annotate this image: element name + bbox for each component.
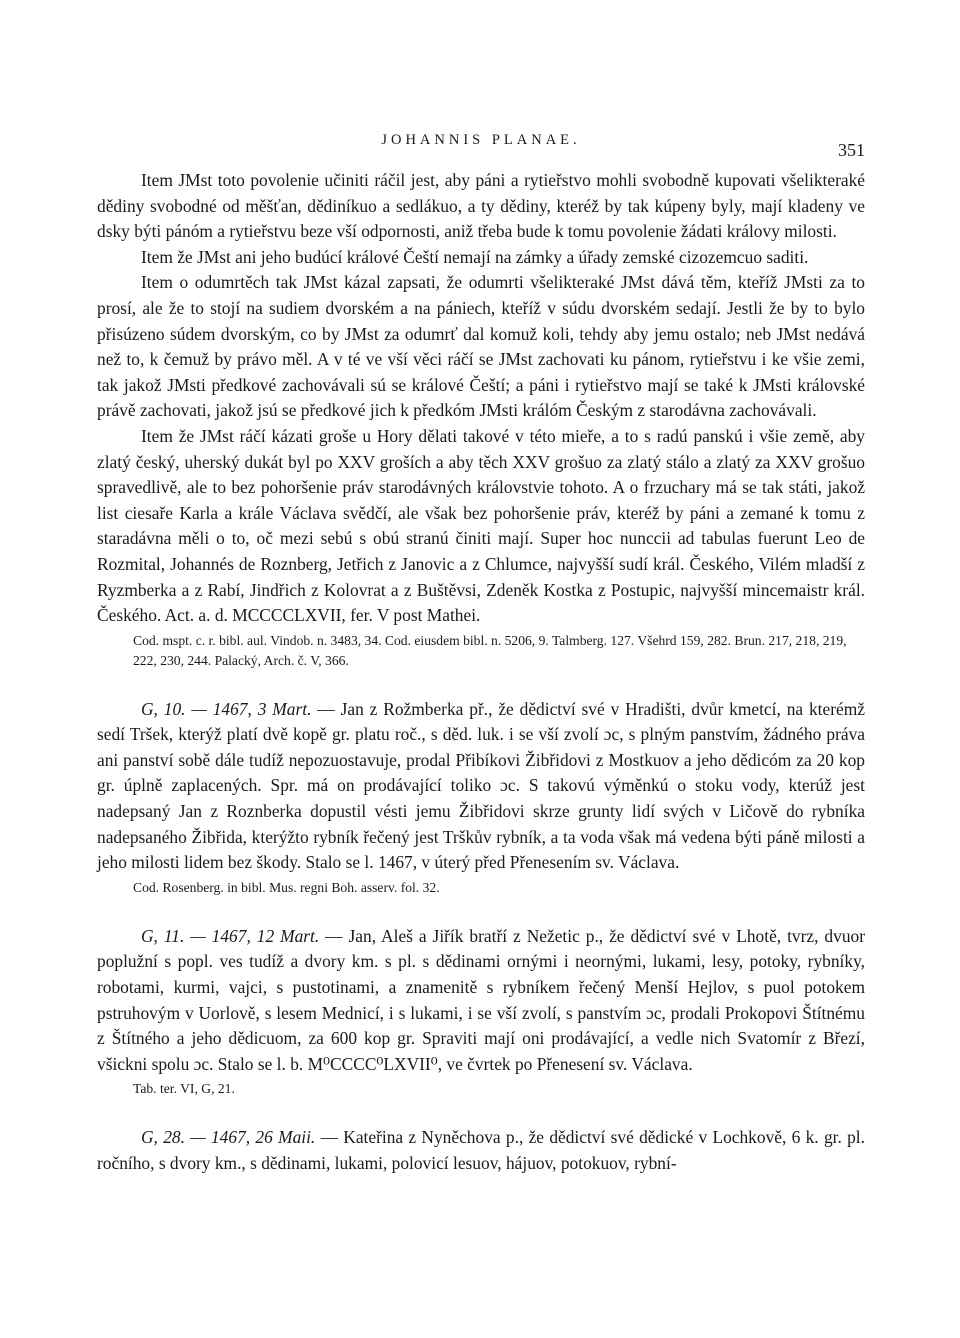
spacer [97,671,865,697]
spacer [97,1099,865,1125]
entry-text: — Jan z Rožmberka př., že dědictví své v Hradišti, dvůr kmetcí, na kterémž sedí Tršek, kterýž platí dvě kopě gr. platu roč., s děd. luk. i se vší zvolí ɔc, s plným panstvím, žádného práva ani panství sobě dále tudíž nepozuostavuje, prodal Přibíkovi Žibřidovi z Mostkuov a jeho dědicóm za 20 kop gr. úplně zaplacených. Spr. má on prodávající toliko ɔc. S takovú výměnkú o stoku vody, kterúž jest nadepsaný Jan z Roznberka dopustil vésti jemu Žibřidovi skrze grunty lidí svých v Ličově do rybníka nadepsaného Žibřida, kterýžto rybník řečený jest Trškův rybník, a ta voda však má vedena býti páně milosti a jeho milosti lidem bez škody. Stalo se l. 1467, v úterý před Přenesením sv. Václava. [97,698,865,873]
entry-text: — Jan, Aleš a Jiřík bratří z Nežetic p., že dědictví své v Lhotě, tvrz, dvuor poplužní s popl. ves tudíž a dvory km. s pl. s dědinami ornými i neornými, lukami, lesy, potoky, rybníky, robotami, kurmi, vajci, s pustotinami, a znamenitě s rybníkem řečený Menší Hejlov, s puol potokem pstruhovým v Uorlově, s lesem Mednicí, i s lukami, i se vší zvolí, s panstvím ɔc, prodali Prokopovi Štítnému z Štítného a jeho dědicuom, za 600 kop gr. Spraviti mají oni prodávající, a vedle nich Svatomír z Březí, všickni spolu ɔc. Stalo se l. b. M⁰CCCC⁰LXVII⁰, ve čvrtek po Přenesení sv. Václava. [97,925,865,1074]
entry-text: — Kateřina z Nyněchova p., že dědictví své dědické v Lochkově, 6 k. gr. pl. ročního, s dvory km., s dědinami, lukami, polovicí lesuov, hájuov, potokuov, rybní- [97,1127,865,1173]
paragraph-item-odumrtech: Item o odumrtěch tak JMst kázal zapsati, že odumrti všelikteraké JMst dává těm, kteříž JMsti za to prosí, ale že to stojí na sudiem dvorském a na pániech, kteříž v súdu dvorském sedají. Jestli že by to bylo přisúzeno súdem dvorským, co by JMst za odumrť dal komuž koli, tehdy aby jemu ostalo; neb JMst nedává než to, k čemuž by právo měl. A v té ve vší věci ráčí se JMst zachovati ku pánom, rytieřstvu i ke všie zemi, tak jakož JMsti předkové zachovávali sú se králové Čeští; a páni i rytieřstvo mají se také k JMsti královské právě zachovati, jakož jsú se předkové jich k předkóm JMsti králóm Českým z starodávna zachovávali. [97,272,865,421]
paragraph-item-grose: Item že JMst ráčí kázati groše u Hory dělati takové v této mieře, a to s radú panskú i všie země, aby zlatý český, uherský dukát byl po XXV groších a aby těch XXV grošuo za zlatý stálo a zlatý za XXV grošuo spravedlivě, ale to bez pohoršenie práv starodávných královstvie tohoto. A o frzuchary má se tak státi, jakož list ciesaře Karla a krále Václava svědčí, ale však bez pohoršenie práv, kteréž by páni a zemané k tomu z staradávna měli o to, oč mezi sebú s obú stranú činiti mají. Super hoc nunccii ad tabulas fuerunt Leo de Rozmital, Johannés de Roznberg, Jetřich z Janovic a z Chlumce, najvyšší sudí král. Českého, Vilém mladší z Ryzmberka a z Rabí, Jindřich z Kolovrat a z Buštěvsi, Zdeněk Kostka z Postupic, najvyšší mincemaistr král. Českého. Act. a. d. MCCCCLXVII, fer. V post Mathei. [97,425,865,626]
entry-g11 [97,924,865,1078]
entry-g10 [97,697,865,876]
running-head [97,128,865,168]
entry-g28 [97,1125,865,1176]
document-page [97,128,865,1177]
entry-reference: G, 11. — 1467, 12 Mart. [141,925,320,946]
paragraph-item-povolenie: Item JMst toto povolenie učiniti ráčil jest, aby páni a rytieřstvo mohli svobodně kupovati všelikteraké dědiny svobodné od měšťan, dědiníkuo a sedlákuo, a ty dědiny, kteréž by tak kúpeny byly, mají kladeny ve dsky býti pánóm a rytieřstvu beze vší odpornosti, aniž třeba bude k tomu povolenie žádati královy milosti. [97,170,865,242]
page-number: 351 [838,140,865,160]
source-citation: Tab. ter. VI, G, 21. [133,1081,235,1097]
entry-reference: G, 28. — 1467, 26 Maii. [141,1127,316,1148]
entry-reference: G, 10. — 1467, 3 Mart. [141,698,312,719]
paragraph-item-cizozemcuo: Item že JMst ani jeho budúcí králové Čeští nemají na zámky a úřady zemské cizozemcuo saditi. [141,246,809,267]
source-citation: Cod. mspt. c. r. bibl. aul. Vindob. n. 3483, 34. Cod. eiusdem bibl. n. 5206, 9. Talmberg. 127. Všehrd 159, 282. Brun. 217, 218, 219, 222, 230, 244. Palacký, Arch. č. V, 366. [133,632,847,668]
running-title: JOHANNIS PLANAE. [381,132,581,148]
source-citation: Cod. Rosenberg. in bibl. Mus. regni Boh. asserv. fol. 32. [133,879,440,895]
spacer [97,898,865,924]
